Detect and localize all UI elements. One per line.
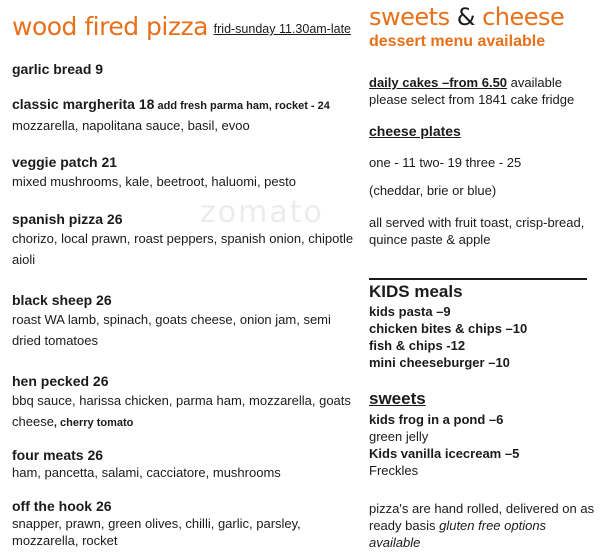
menu-item-description: chorizo, local prawn, roast peppers, spanish onion, chipotle aioli [12,231,354,267]
list-item: chicken bites & chips –10 [369,321,528,336]
menu-item-description: mozzarella, napolitana sauce, basil, evoo [12,118,250,133]
sweets-list [369,411,595,479]
menu-item-name: classic margherita 18 add fresh parma ham, rocket - 24 [12,96,330,112]
menu-item-description: roast WA lamb, spinach, goats cheese, onion jam, semi dried tomatoes [12,312,331,348]
list-item-description: Freckles [369,463,419,478]
list-item: mini cheeseburger –10 [369,355,510,370]
menu-item-name: hen pecked 26 [12,373,109,389]
menu-item [12,60,357,78]
menu-item-highlight: , cherry tomato [53,417,134,429]
daily-cakes-label: daily cakes –from 6.50 [369,75,508,90]
menu-item-description: bbq sauce, harissa chicken, parma ham, mozzarella, goats cheese, cherry tomato [12,393,351,429]
list-item: Kids vanilla icecream –5 [369,446,520,461]
menu-item-description: mixed mushrooms, kale, beetroot, haluomi, pesto [12,174,296,189]
kids-meals-list [369,303,595,371]
section-divider [369,278,587,280]
menu-item [12,446,357,481]
cheese-prices: one - 11 two- 19 three - 25 [369,155,522,170]
menu-item-description: snapper, prawn, green olives, chilli, garlic, parsley, mozzarella, rocket [12,516,301,548]
opening-hours: frid-sunday 11.30am-late [213,22,351,36]
menu-item [12,95,357,136]
list-item-description: green jelly [369,429,429,444]
pizza-header [12,12,357,46]
cheese-served-with: all served with fruit toast, crisp-bread, quince paste & apple [369,215,585,247]
gluten-free-note: gluten free options available [369,518,547,550]
daily-cakes-text: available please select from 1841 cake fridge [369,75,575,107]
menu-item [12,153,357,192]
footer-note: pizza's are hand rolled, delivered on as ready basis gluten free options available [369,501,595,550]
sweets-heading: sweets [369,389,426,408]
menu-item-description: ham, pancetta, salami, cacciatore, mushrooms [12,465,281,480]
menu-item-name: garlic bread 9 [12,61,104,77]
menu-item-name: off the hook 26 [12,498,112,514]
list-item: kids pasta –9 [369,304,451,319]
kids-meals-heading: KIDS meals [369,282,463,301]
list-item: kids frog in a pond –6 [369,412,504,427]
dessert-subtitle: dessert menu available [369,33,546,50]
menu-item [12,372,357,434]
menu-item-name: four meats 26 [12,447,104,463]
menu-item [12,497,357,549]
menu-item-name: spanish pizza 26 [12,211,123,227]
pizza-title: wood fired pizza [12,12,208,41]
menu-item [12,291,357,351]
sweets-cheese-title: sweets & cheese [369,3,565,31]
menu-item-name: black sheep 26 [12,292,112,308]
watermark: zomato [200,195,324,230]
cheese-types: (cheddar, brie or blue) [369,183,497,198]
menu-item-name: veggie patch 21 [12,154,118,170]
menu-item [12,210,357,270]
daily-cakes [369,74,595,108]
list-item: fish & chips -12 [369,338,466,353]
cheese-plates-heading: cheese plates [369,123,461,139]
menu-item-addon: add fresh parma ham, rocket - 24 [154,100,330,112]
